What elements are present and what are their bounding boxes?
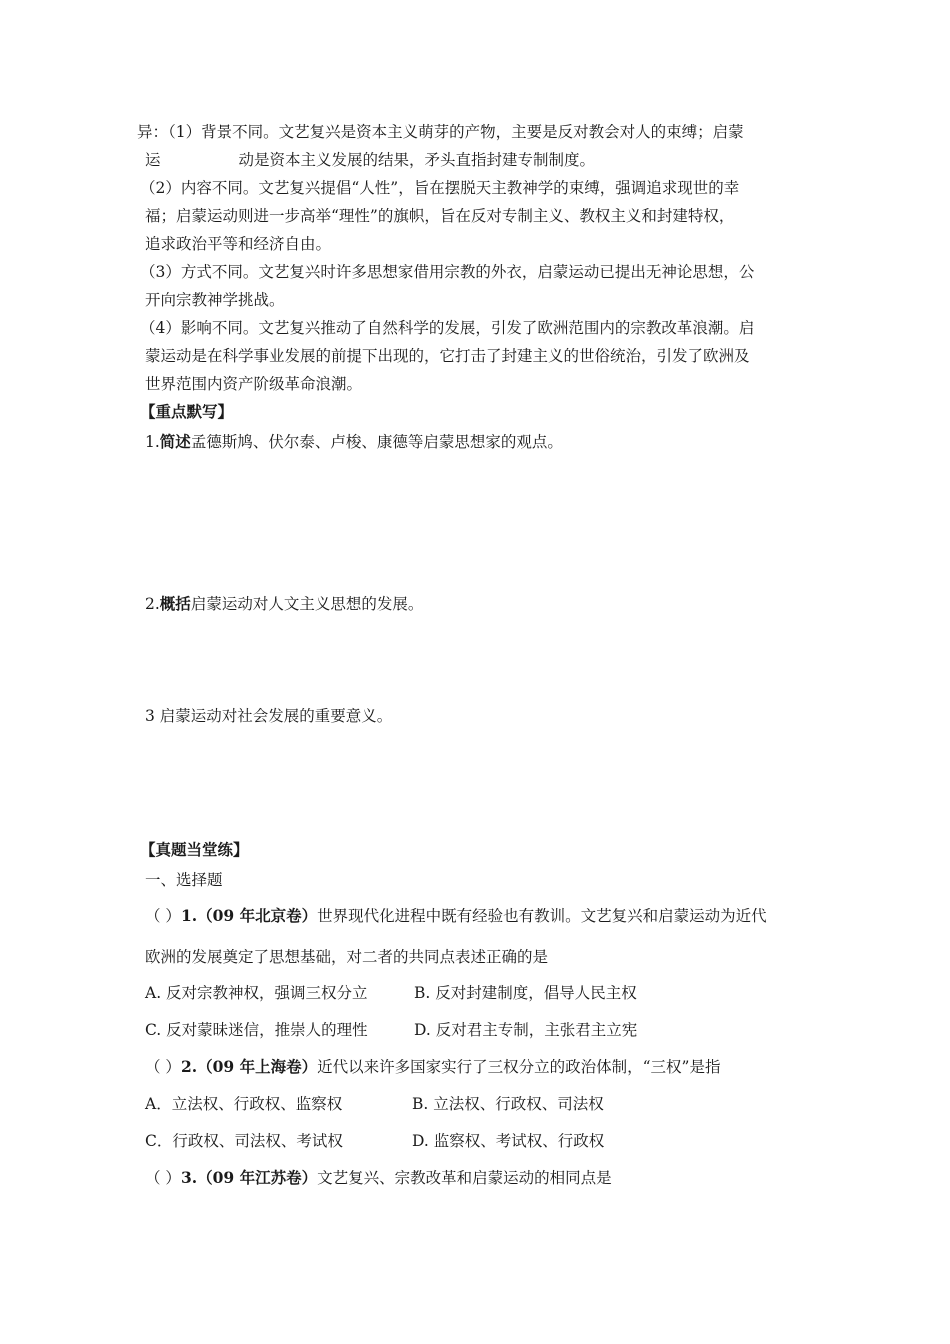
question-line: （ ）3.（09 年江苏卷）文艺复兴、宗教改革和启蒙运动的相同点是 — [145, 1168, 612, 1187]
text-line: （4）影响不同。文艺复兴推动了自然科学的发展，引发了欧洲范围内的宗教改革浪潮。启 — [140, 319, 755, 337]
option-c: C．行政权、司法权、考试权 — [145, 1132, 343, 1150]
option-c: C. 反对蒙昧迷信，推崇人的理性 — [145, 1021, 368, 1039]
text-line: 追求政治平等和经济自由。 — [145, 235, 332, 253]
question-line: 欧洲的发展奠定了思想基础，对二者的共同点表述正确的是 — [145, 948, 549, 966]
section-heading: 【真题当堂练】 — [140, 840, 249, 859]
option-a: A．立法权、行政权、监察权 — [145, 1095, 343, 1113]
text-line: 运 动是资本主义发展的结果，矛头直指封建专制制度。 — [145, 151, 596, 169]
option-a: A. 反对宗教神权，强调三权分立 — [145, 984, 368, 1002]
option-d: D. 反对君主专制，主张君主立宪 — [414, 1021, 638, 1039]
question-line: （ ）1.（09 年北京卷）世界现代化进程中既有经验也有教训。文艺复兴和启蒙运动为近代 — [145, 906, 767, 925]
text-line: （3）方式不同。文艺复兴时许多思想家借用宗教的外衣，启蒙运动已提出无神论思想，公 — [140, 263, 755, 281]
text-line: 开向宗教神学挑战。 — [145, 291, 285, 309]
option-b: B. 反对封建制度，倡导人民主权 — [414, 984, 637, 1002]
text-line: 蒙运动是在科学事业发展的前提下出现的，它打击了封建主义的世俗统治，引发了欧洲及 — [145, 347, 750, 365]
question-line: 3 启蒙运动对社会发展的重要意义。 — [145, 707, 393, 725]
section-subheading: 一、选择题 — [145, 871, 223, 889]
text-line: 异：（1）背景不同。文艺复兴是资本主义萌芽的产物，主要是反对教会对人的束缚；启蒙 — [137, 123, 744, 141]
option-b: B. 立法权、行政权、司法权 — [412, 1095, 604, 1113]
text-line: 福；启蒙运动则进一步高举“理性”的旗帜，旨在反对专制主义、教权主义和封建特权， — [145, 207, 735, 225]
question-line: （ ）2.（09 年上海卷）近代以来许多国家实行了三权分立的政治体制，“三权”是指 — [145, 1057, 721, 1076]
text-line: 世界范围内资产阶级革命浪潮。 — [145, 375, 363, 393]
question-line: 2.概括启蒙运动对人文主义思想的发展。 — [145, 594, 424, 613]
text-line: （2）内容不同。文艺复兴提倡“人性”，旨在摆脱天主教神学的束缚，强调追求现世的幸 — [140, 179, 740, 197]
section-heading: 【重点默写】 — [140, 402, 234, 421]
option-d: D. 监察权、考试权、行政权 — [412, 1132, 605, 1150]
question-line: 1.简述孟德斯鸠、伏尔泰、卢梭、康德等启蒙思想家的观点。 — [145, 432, 563, 451]
